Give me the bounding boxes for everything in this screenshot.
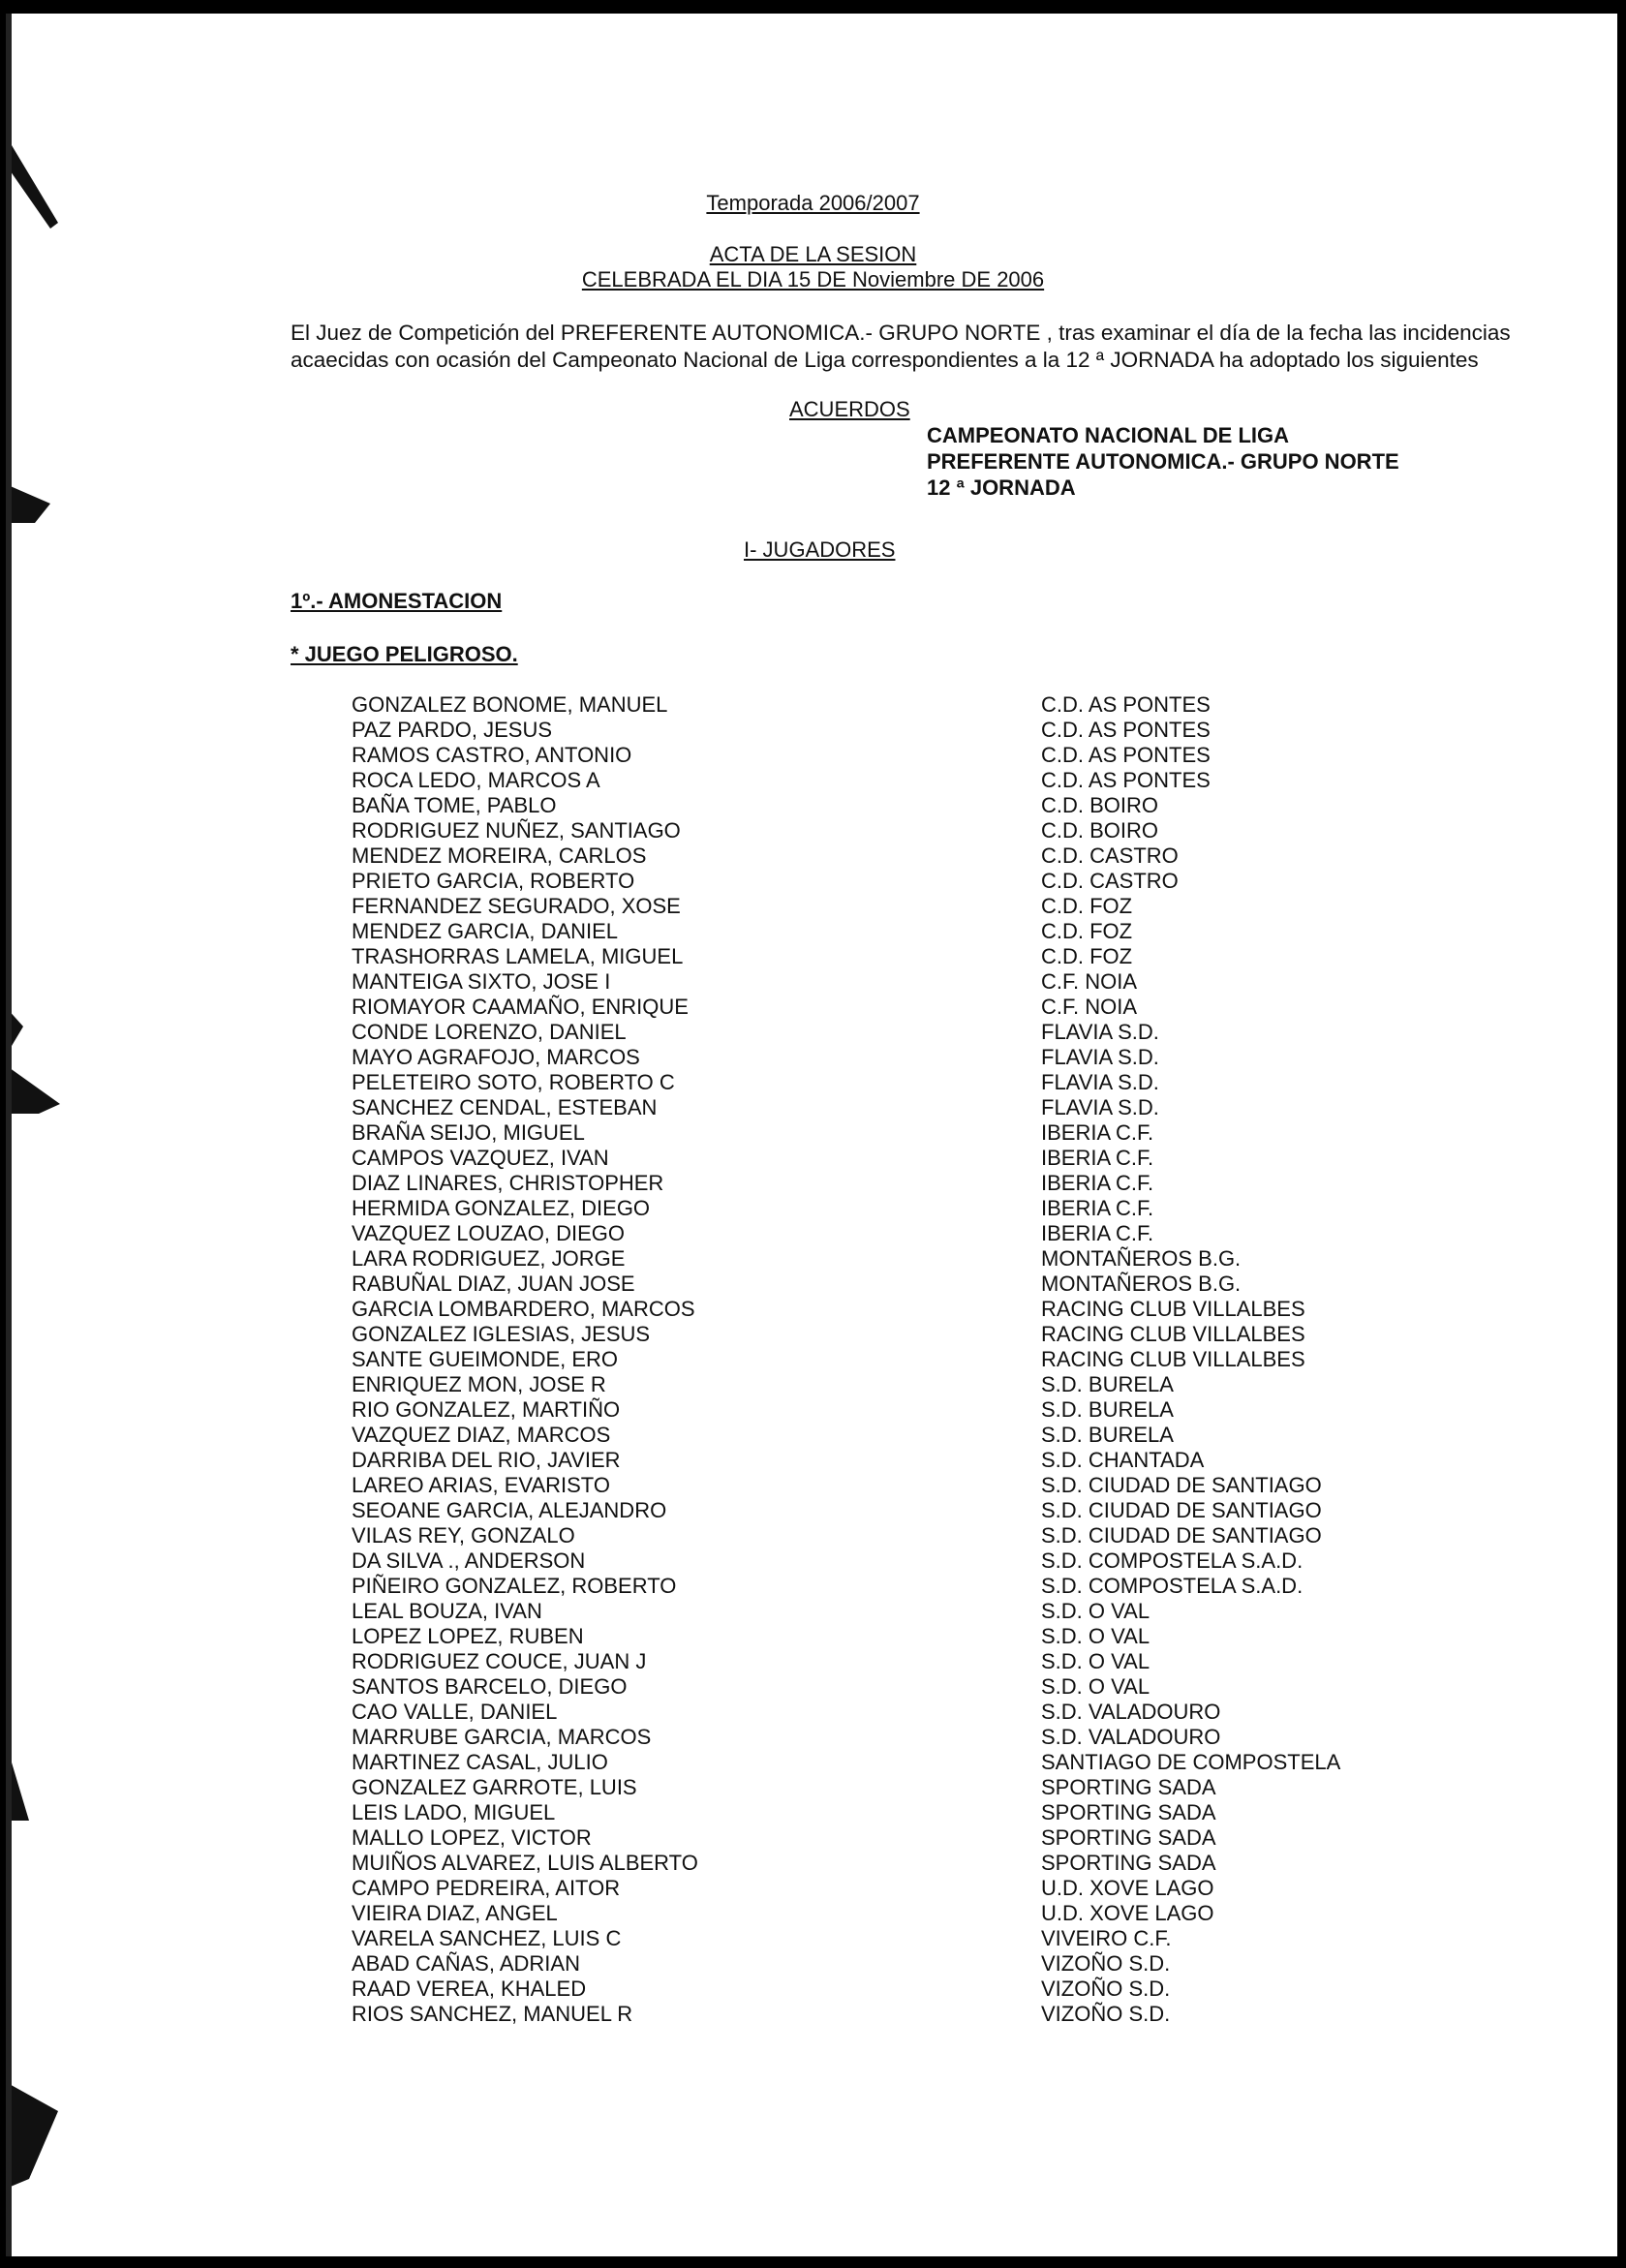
player-club: C.D. FOZ [1041,944,1133,968]
player-row [352,2002,1465,2027]
player-name: GARCIA LOMBARDERO, MARCOS [352,1297,695,1321]
player-row [352,1347,1465,1372]
player-row [352,1624,1465,1649]
player-name: MARTINEZ CASAL, JULIO [352,1750,608,1774]
player-club: MONTAÑEROS B.G. [1041,1246,1242,1271]
player-club: S.D. CIUDAD DE SANTIAGO [1041,1473,1322,1497]
player-row [352,793,1465,818]
player-row [352,1700,1465,1725]
player-row [352,1473,1465,1498]
player-name: SEOANE GARCIA, ALEJANDRO [352,1498,667,1522]
player-row [352,1171,1465,1196]
player-row [352,869,1465,894]
player-club: IBERIA C.F. [1041,1221,1154,1245]
player-name: GONZALEZ BONOME, MANUEL [352,692,668,717]
player-name: PIÑEIRO GONZALEZ, ROBERTO [352,1574,677,1598]
player-club: S.D. CIUDAD DE SANTIAGO [1041,1498,1322,1522]
player-name: VILAS REY, GONZALO [352,1523,575,1548]
player-name: PELETEIRO SOTO, ROBERTO C [352,1070,675,1094]
player-name: RAAD VEREA, KHALED [352,1977,587,2001]
player-club: SPORTING SADA [1041,1851,1216,1875]
player-row [352,894,1465,919]
player-club: U.D. XOVE LAGO [1041,1876,1214,1900]
player-club: FLAVIA S.D. [1041,1020,1159,1044]
player-name: MUIÑOS ALVAREZ, LUIS ALBERTO [352,1851,698,1875]
reason-title: * JUEGO PELIGROSO. [291,642,518,666]
player-row [352,1825,1465,1851]
player-club: FLAVIA S.D. [1041,1045,1159,1069]
player-row [352,1851,1465,1876]
player-row [352,718,1465,743]
player-row [352,1372,1465,1397]
player-name: DIAZ LINARES, CHRISTOPHER [352,1171,664,1195]
player-name: RIOS SANCHEZ, MANUEL R [352,2002,633,2026]
player-row [352,1548,1465,1574]
player-name: LARA RODRIGUEZ, JORGE [352,1246,626,1271]
player-row [352,818,1465,843]
player-name: RIOMAYOR CAAMAÑO, ENRIQUE [352,995,689,1019]
player-row [352,1599,1465,1624]
player-row [352,1775,1465,1800]
player-club: IBERIA C.F. [1041,1171,1154,1195]
competition-line-3: 12 ª JORNADA [927,475,1076,500]
player-club: S.D. BURELA [1041,1423,1174,1447]
player-club: C.D. AS PONTES [1041,743,1211,767]
player-name: MALLO LOPEZ, VICTOR [352,1825,592,1850]
player-club: S.D. COMPOSTELA S.A.D. [1041,1574,1304,1598]
player-name: LEIS LADO, MIGUEL [352,1800,556,1824]
player-row [352,1095,1465,1120]
player-name: FERNANDEZ SEGURADO, XOSE [352,894,681,918]
player-name: GONZALEZ IGLESIAS, JESUS [352,1322,651,1346]
player-row [352,1498,1465,1523]
celebrada-heading: CELEBRADA EL DIA 15 DE Noviembre DE 2006 [581,267,1045,291]
player-name: DA SILVA ., ANDERSON [352,1548,586,1573]
player-club: S.D. O VAL [1041,1624,1150,1648]
player-name: LAREO ARIAS, EVARISTO [352,1473,610,1497]
player-row [352,1070,1465,1095]
player-row [352,692,1465,718]
player-row [352,1800,1465,1825]
player-club: RACING CLUB VILLALBES [1041,1322,1305,1346]
player-name: PAZ PARDO, JESUS [352,718,553,742]
player-club: VIZOÑO S.D. [1041,2002,1171,2026]
player-row [352,1246,1465,1272]
player-name: CONDE LORENZO, DANIEL [352,1020,627,1044]
player-club: C.D. AS PONTES [1041,768,1211,792]
player-row [352,1725,1465,1750]
player-row [352,1221,1465,1246]
player-club: C.D. CASTRO [1041,869,1179,893]
player-row [352,969,1465,995]
player-club: FLAVIA S.D. [1041,1070,1159,1094]
player-club: S.D. BURELA [1041,1372,1174,1396]
player-club: S.D. VALADOURO [1041,1700,1221,1724]
player-name: LOPEZ LOPEZ, RUBEN [352,1624,584,1648]
player-club: S.D. VALADOURO [1041,1725,1221,1749]
player-name: BRAÑA SEIJO, MIGUEL [352,1120,585,1145]
player-name: LEAL BOUZA, IVAN [352,1599,542,1623]
season-heading: Temporada 2006/2007 [706,191,920,215]
player-row [352,1977,1465,2002]
player-row [352,1901,1465,1926]
player-row [352,743,1465,768]
player-name: BAÑA TOME, PABLO [352,793,557,817]
player-club: VIZOÑO S.D. [1041,1977,1171,2001]
player-club: VIZOÑO S.D. [1041,1951,1171,1976]
player-name: RODRIGUEZ COUCE, JUAN J [352,1649,647,1673]
player-name: SANCHEZ CENDAL, ESTEBAN [352,1095,658,1119]
sanction-title: 1º.- AMONESTACION [291,589,503,613]
player-club: S.D. CIUDAD DE SANTIAGO [1041,1523,1322,1548]
player-name: MENDEZ MOREIRA, CARLOS [352,843,647,868]
player-row [352,1926,1465,1951]
player-row [352,1196,1465,1221]
player-row [352,1272,1465,1297]
player-club: S.D. O VAL [1041,1649,1150,1673]
player-name: VAZQUEZ LOUZAO, DIEGO [352,1221,625,1245]
player-club: SANTIAGO DE COMPOSTELA [1041,1750,1341,1774]
player-club: SPORTING SADA [1041,1825,1216,1850]
player-club: C.F. NOIA [1041,969,1138,994]
competition-line-1: CAMPEONATO NACIONAL DE LIGA [927,423,1290,447]
scan-border-right [1617,0,1626,2268]
player-row [352,1674,1465,1700]
player-club: IBERIA C.F. [1041,1120,1154,1145]
player-row [352,1146,1465,1171]
player-club: C.D. AS PONTES [1041,718,1211,742]
player-row [352,1020,1465,1045]
player-name: MANTEIGA SIXTO, JOSE I [352,969,611,994]
player-name: VIEIRA DIAZ, ANGEL [352,1901,558,1925]
player-club: S.D. O VAL [1041,1599,1150,1623]
player-club: MONTAÑEROS B.G. [1041,1272,1242,1296]
player-club: C.F. NOIA [1041,995,1138,1019]
player-club: C.D. BOIRO [1041,793,1159,817]
player-row [352,995,1465,1020]
player-name: SANTOS BARCELO, DIEGO [352,1674,628,1699]
player-row [352,768,1465,793]
player-name: GONZALEZ GARROTE, LUIS [352,1775,637,1799]
player-row [352,1120,1465,1146]
intro-line-1: El Juez de Competición del PREFERENTE AUTONOMICA.- GRUPO NORTE , tras examinar el día de la fecha las incidencias [291,321,1511,345]
player-row [352,1297,1465,1322]
player-row [352,1750,1465,1775]
player-row [352,1322,1465,1347]
players-list [352,692,1465,2027]
player-name: TRASHORRAS LAMELA, MIGUEL [352,944,684,968]
scan-edge-marks [0,0,77,2268]
player-club: S.D. O VAL [1041,1674,1150,1699]
player-row [352,919,1465,944]
player-row [352,1423,1465,1448]
player-club: C.D. FOZ [1041,894,1133,918]
player-name: MAYO AGRAFOJO, MARCOS [352,1045,640,1069]
section-title: I- JUGADORES [744,537,896,562]
player-row [352,1649,1465,1674]
player-name: VARELA SANCHEZ, LUIS C [352,1926,622,1950]
player-club: VIVEIRO C.F. [1041,1926,1172,1950]
player-name: CAO VALLE, DANIEL [352,1700,558,1724]
player-club: SPORTING SADA [1041,1775,1216,1799]
player-club: C.D. FOZ [1041,919,1133,943]
player-row [352,944,1465,969]
player-club: S.D. CHANTADA [1041,1448,1205,1472]
player-row [352,1397,1465,1423]
acta-heading: ACTA DE LA SESION [709,242,917,266]
player-club: S.D. BURELA [1041,1397,1174,1422]
player-name: RAMOS CASTRO, ANTONIO [352,743,632,767]
acuerdos-heading: ACUERDOS [789,397,910,421]
player-name: MARRUBE GARCIA, MARCOS [352,1725,652,1749]
player-name: ABAD CAÑAS, ADRIAN [352,1951,580,1976]
player-name: RABUÑAL DIAZ, JUAN JOSE [352,1272,635,1296]
player-row [352,1574,1465,1599]
player-name: RIO GONZALEZ, MARTIÑO [352,1397,621,1422]
player-club: S.D. COMPOSTELA S.A.D. [1041,1548,1304,1573]
player-row [352,1523,1465,1548]
player-club: IBERIA C.F. [1041,1146,1154,1170]
player-name: ROCA LEDO, MARCOS A [352,768,600,792]
player-name: RODRIGUEZ NUÑEZ, SANTIAGO [352,818,681,843]
player-row [352,1951,1465,1977]
player-name: MENDEZ GARCIA, DANIEL [352,919,619,943]
player-name: VAZQUEZ DIAZ, MARCOS [352,1423,611,1447]
player-club: C.D. CASTRO [1041,843,1179,868]
player-name: PRIETO GARCIA, ROBERTO [352,869,635,893]
player-name: CAMPOS VAZQUEZ, IVAN [352,1146,609,1170]
player-club: FLAVIA S.D. [1041,1095,1159,1119]
player-club: U.D. XOVE LAGO [1041,1901,1214,1925]
player-club: C.D. AS PONTES [1041,692,1211,717]
player-row [352,1876,1465,1901]
player-name: DARRIBA DEL RIO, JAVIER [352,1448,621,1472]
player-name: SANTE GUEIMONDE, ERO [352,1347,619,1371]
competition-line-2: PREFERENTE AUTONOMICA.- GRUPO NORTE [927,449,1399,474]
player-club: RACING CLUB VILLALBES [1041,1297,1305,1321]
intro-line-2: acaecidas con ocasión del Campeonato Nacional de Liga correspondientes a la 12 ª JORNADA ha adoptado los siguientes [291,348,1479,372]
player-club: SPORTING SADA [1041,1800,1216,1824]
player-row [352,1045,1465,1070]
player-club: C.D. BOIRO [1041,818,1159,843]
player-name: ENRIQUEZ MON, JOSE R [352,1372,606,1396]
player-club: RACING CLUB VILLALBES [1041,1347,1305,1371]
scan-border-bottom [0,2256,1626,2268]
player-name: CAMPO PEDREIRA, AITOR [352,1876,621,1900]
player-row [352,1448,1465,1473]
player-club: IBERIA C.F. [1041,1196,1154,1220]
player-name: HERMIDA GONZALEZ, DIEGO [352,1196,651,1220]
player-row [352,843,1465,869]
